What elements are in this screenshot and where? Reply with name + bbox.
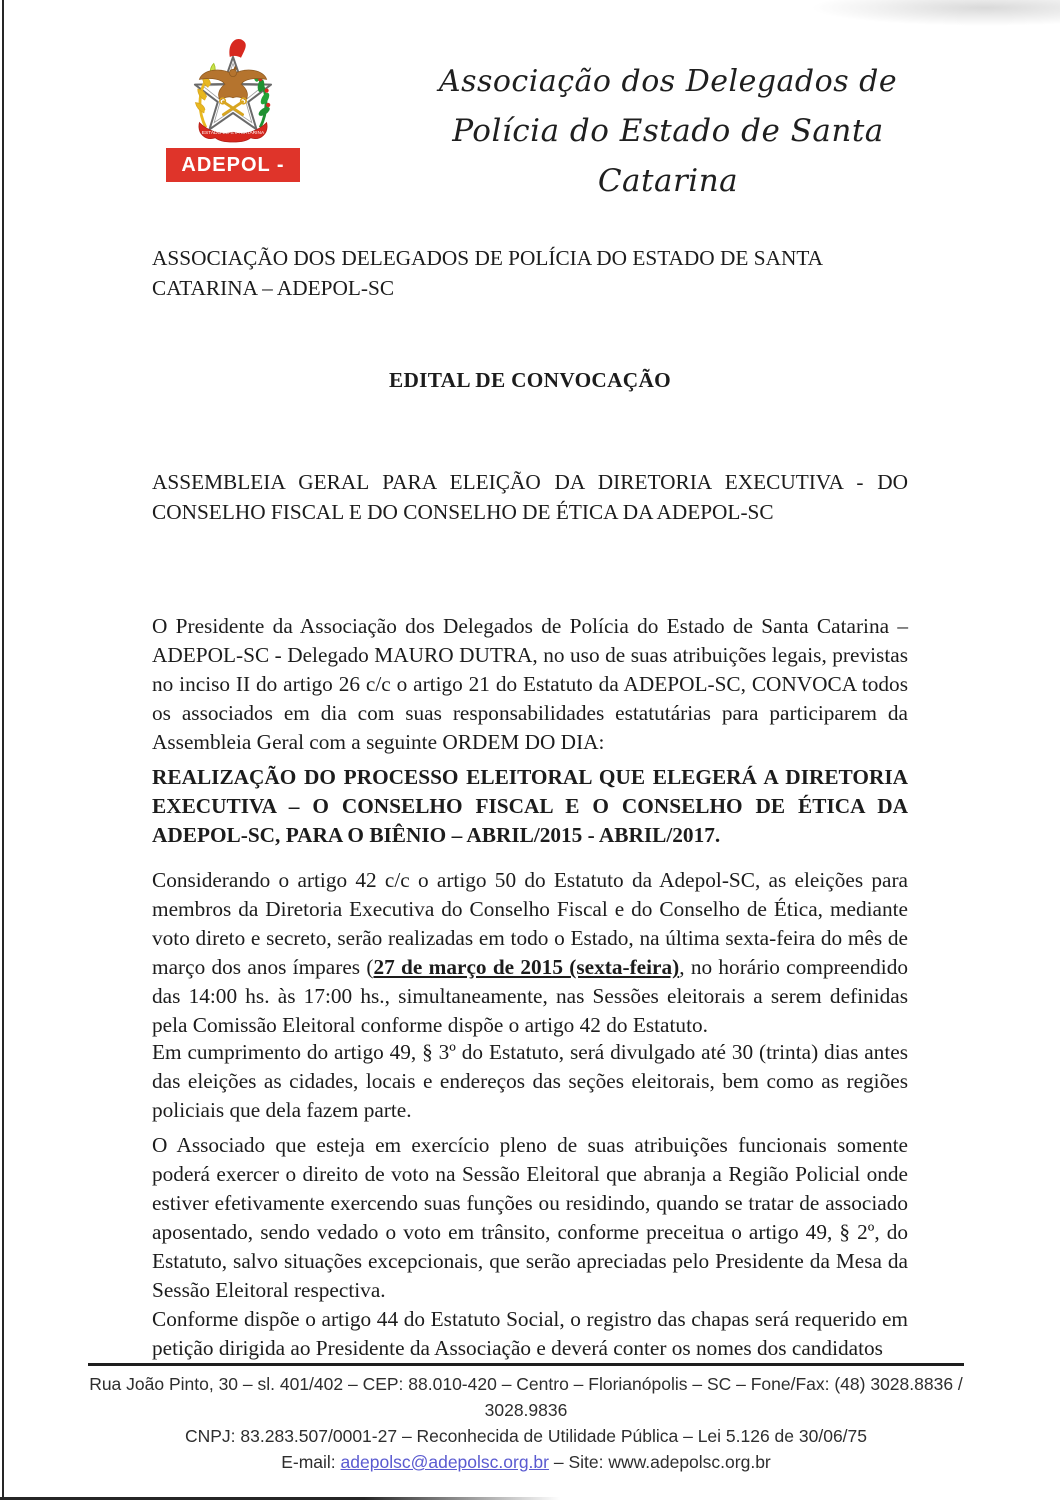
election-date-highlight: 27 de março de 2015 (sexta-feira) xyxy=(373,955,680,980)
footer-cnpj-line: CNPJ: 83.283.507/0001-27 – Reconhecida de Utilidade Pública – Lei 5.126 de 30/06/75 xyxy=(184,1426,868,1446)
paragraph-convocation: O Presidente da Associação dos Delegados de Polícia do Estado de Santa Catarina – ADEPOL-SC - Delegado MAURO DUTRA, no uso de suas atribuições legais, previstas no inciso II do artigo 26 c/c o artigo 21 do Estatuto da ADEPOL-SC, CONVOCA todos os associados em dia com suas responsabilidades estatutárias para participarem da Assembleia Geral com a seguinte ORDEM DO DIA: xyxy=(152,614,908,755)
election-date-pre: Considerando o artigo 42 c/c o artigo 50 do Estatuto da Adepol-SC, as eleições para membros da Diretoria Executiva do Conselho Fiscal e do Conselho de Ética, mediante voto direto e secreto, serão realizadas em todo o Estado, na última sexta-feira do mês de março dos anos ímpares ( xyxy=(152,868,908,980)
paragraph-order-of-day: REALIZAÇÃO DO PROCESSO ELEITORAL QUE ELEGERÁ A DIRETORIA EXECUTIVA – O CONSELHO FISCAL E O CONSELHO DE ÉTICA DA ADEPOL-SC, PARA O BIÊNIO – ABRIL/2015 - ABRIL/2017. xyxy=(152,765,908,848)
letterhead-script xyxy=(418,58,918,206)
scan-left-border xyxy=(2,0,4,1500)
letterhead-script-line2: Polícia do Estado de Santa Catarina xyxy=(452,113,884,199)
paragraph-chapas: Conforme dispõe o artigo 44 do Estatuto Social, o registro das chapas será requerido em petição dirigida ao Presidente da Associação e deverá conter os nomes dos candidatos xyxy=(152,1307,908,1361)
footer xyxy=(88,1371,964,1475)
santa-catarina-crest-icon xyxy=(177,33,289,145)
footer-email-label: E-mail: xyxy=(281,1452,341,1472)
paragraph-election-date xyxy=(152,866,908,1040)
paragraph-disclosure: Em cumprimento do artigo 49, § 3º do Estatuto, será divulgado até 30 (trinta) dias antes das eleições as cidades, locais e endereços das seções eleitorais, bem como as regiões policiais que dela fazem parte. xyxy=(152,1040,908,1123)
organization-title: ASSOCIAÇÃO DOS DELEGADOS DE POLÍCIA DO ESTADO DE SANTA CATARINA – ADEPOL-SC xyxy=(152,246,822,300)
crest-ribbon-text: ESTADO DE STA CATARINA xyxy=(201,130,265,136)
scan-noise xyxy=(810,0,1060,26)
footer-email-link[interactable]: adepolsc@adepolsc.org.br xyxy=(340,1452,549,1472)
assembly-subject: ASSEMBLEIA GERAL PARA ELEIÇÃO DA DIRETORIA EXECUTIVA - DO CONSELHO FISCAL E DO CONSELHO DE ÉTICA DA ADEPOL-SC xyxy=(152,470,908,524)
footer-divider xyxy=(88,1363,964,1366)
footer-site-text: – Site: www.adepolsc.org.br xyxy=(548,1452,771,1472)
letterhead-script-line1: Associação dos Delegados de xyxy=(438,64,898,99)
footer-contact-line xyxy=(88,1449,964,1475)
logo-banner-label: ADEPOL - SC xyxy=(166,148,300,182)
footer-address-line: Rua João Pinto, 30 – sl. 401/402 – CEP: 88.010-420 – Centro – Florianópolis – SC – Fone/Fax: (48) 3028.8836 / 3028.9836 xyxy=(89,1374,963,1420)
adepol-logo xyxy=(166,33,300,210)
document-title: EDITAL DE CONVOCAÇÃO xyxy=(388,368,672,392)
paragraph-voting-rules: O Associado que esteja em exercício pleno de suas atribuições funcionais somente poderá exercer o direito de voto na Sessão Eleitoral que abranja a Região Policial onde estiver efetivamente exercendo suas funções ou residindo, quando se tratar de associado aposentado, sendo vedado o voto em trânsito, conforme preceitua o artigo 49, § 2º, do Estatuto, salvo situações excepcionais, que serão apreciadas pelo Presidente da Mesa da Sessão Eleitoral respectiva. xyxy=(152,1133,908,1303)
election-date-post: , no horário compreendido das 14:00 hs. às 17:00 hs., simultaneamente, nas Sessões eleitorais a serem definidas pela Comissão Eleitoral conforme dispõe o artigo 42 do Estatuto. xyxy=(152,955,909,1038)
